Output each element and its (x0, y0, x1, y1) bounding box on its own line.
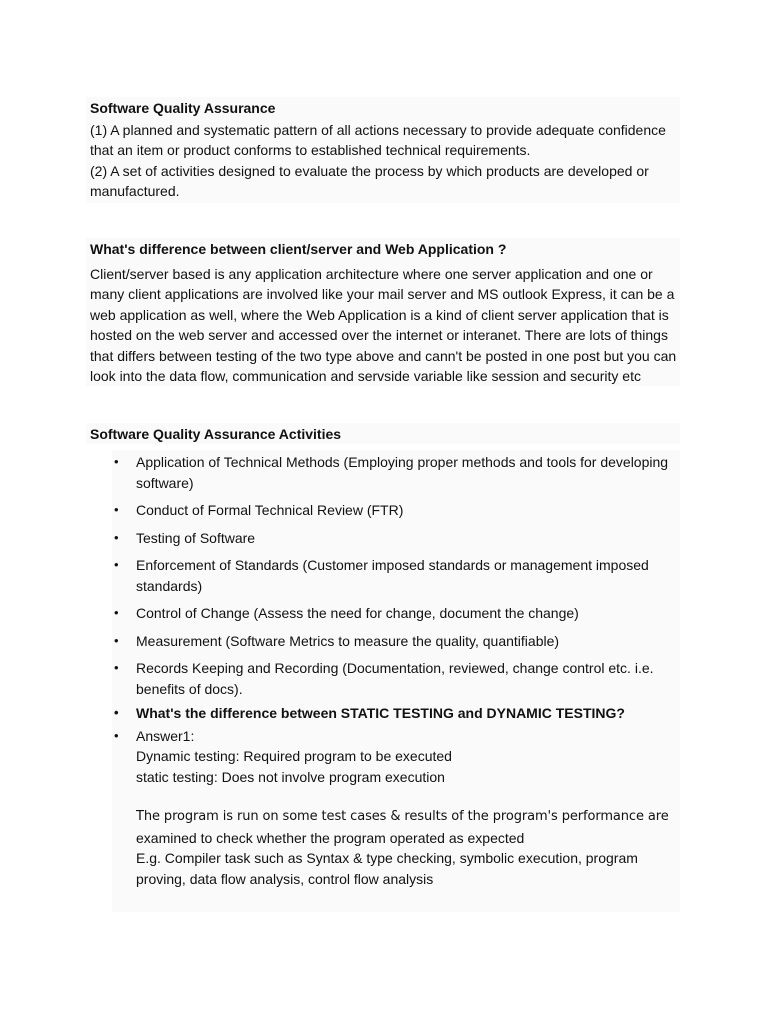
list-item (112, 658, 680, 699)
list-item-line: standards) (136, 577, 203, 594)
paragraph-line: (2) A set of activities designed to evaluate the process by which products are developed or (90, 162, 649, 179)
section-heading: Software Quality Assurance (90, 100, 276, 116)
bullet-icon: • (114, 502, 119, 517)
list-item (112, 500, 680, 521)
paragraph-line: hosted on the web server and accessed over the internet or interanet. There are lots of things (90, 327, 668, 343)
section-sqa-activities (86, 423, 680, 444)
list-item-line: Records Keeping and Recording (Documentation, reviewed, change control etc. i.e. (136, 660, 654, 676)
list-item-line: software) (136, 474, 194, 491)
bullet-icon: • (114, 660, 119, 675)
bullet-icon: • (114, 454, 119, 469)
paragraph-line: Client/server based is any application architecture where one server application and one or (90, 265, 653, 282)
bullet-icon: • (114, 557, 119, 572)
answer-line: static testing: Does not involve program execution (136, 768, 445, 785)
paragraph-line: manufactured. (90, 183, 180, 199)
list-item (112, 631, 680, 652)
answer-detail-line: E.g. Compiler task such as Syntax & type checking, symbolic execution, program (136, 850, 638, 866)
list-item-line: Enforcement of Standards (Customer imposed standards or management imposed (136, 557, 649, 573)
list-item-line: benefits of docs). (136, 680, 243, 697)
section-paragraph (86, 264, 680, 387)
answer-detail-line: examined to check whether the program operated as expected (136, 829, 525, 846)
list-item-line: Control of Change (Assess the need for change, document the change) (136, 605, 579, 621)
answer-detail-line: The program is run on some test cases & results of the program's performance are (136, 809, 669, 824)
answer-detail-line: proving, data flow analysis, control flow analysis (136, 870, 434, 887)
paragraph-line: that an item or product conforms to established technical requirements. (90, 142, 531, 158)
paragraph-line: (1) A planned and systematic pattern of all actions necessary to provide adequate confidence (90, 121, 666, 138)
list-item (112, 452, 680, 493)
question-item (112, 703, 680, 724)
list-item-line: Application of Technical Methods (Employing proper methods and tools for developing (136, 454, 669, 470)
bullet-icon: • (114, 529, 119, 545)
list-item (112, 555, 680, 596)
bullet-icon: • (114, 705, 119, 720)
bullet-icon: • (114, 727, 119, 743)
question-text: What's the difference between STATIC TESTING and DYNAMIC TESTING? (136, 705, 625, 721)
section-heading: What's difference between client/server and Web Application ? (90, 241, 507, 257)
paragraph-line: look into the data flow, communication and servside variable like session and security etc (90, 368, 641, 384)
list-item-line: Conduct of Formal Technical Review (FTR) (136, 502, 404, 518)
answer-item (112, 726, 680, 890)
list-item-line: Measurement (Software Metrics to measure the quality, quantifiable) (136, 632, 560, 649)
section-paragraph (86, 120, 680, 202)
answer-line: Dynamic testing: Required program to be executed (136, 748, 452, 764)
bullet-icon: • (114, 605, 119, 620)
list-item (112, 528, 680, 549)
bullet-icon: • (114, 632, 119, 648)
activities-list (112, 452, 680, 889)
list-item (112, 603, 680, 624)
paragraph-line: many client applications are involved like your mail server and MS outlook Express, it can be a (90, 286, 675, 302)
paragraph-line: that differs between testing of the two type above and cann't be posted in one post but you can (90, 347, 677, 364)
section-heading: Software Quality Assurance Activities (90, 426, 342, 442)
answer-line: Answer1: (136, 727, 195, 744)
list-item-line: Testing of Software (136, 529, 256, 546)
section-software-quality-assurance (86, 97, 680, 203)
activities-list-container (112, 450, 680, 912)
paragraph-line: web application as well, where the Web Application is a kind of client server application that is (90, 306, 669, 323)
section-client-server-vs-web (86, 238, 680, 386)
